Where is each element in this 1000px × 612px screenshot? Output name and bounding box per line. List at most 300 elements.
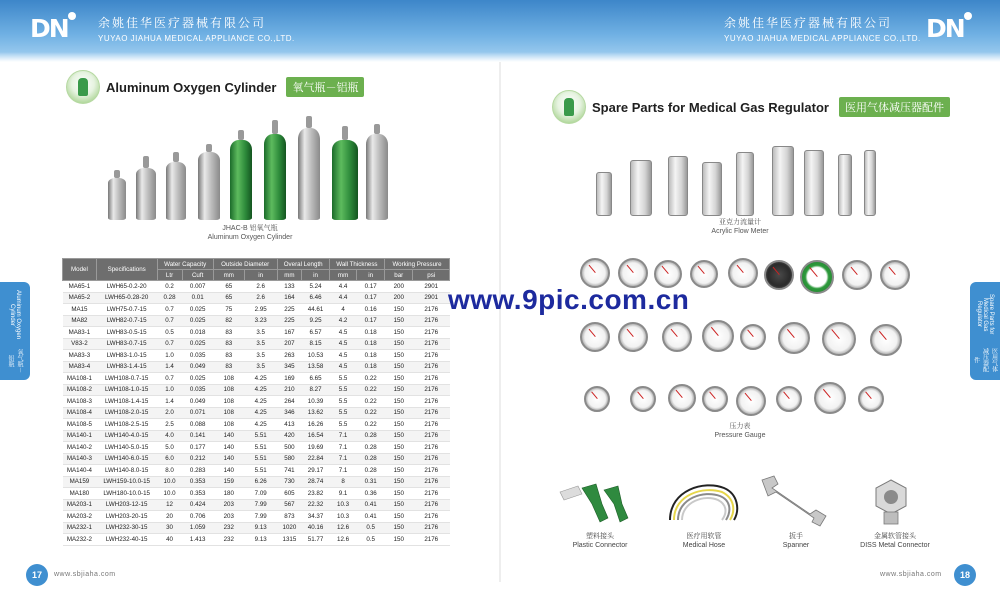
table-cell: 7.09 [244, 488, 277, 500]
table-row [63, 419, 450, 431]
table-cell: 2901 [413, 292, 450, 304]
table-cell: 6.0 [157, 453, 182, 465]
table-cell: MA15 [63, 304, 97, 316]
unit-header: mm [329, 270, 357, 281]
unit-header: bar [384, 270, 412, 281]
table-cell: 0.18 [357, 338, 385, 350]
table-cell: 1.4 [157, 396, 182, 408]
gauge-photo [578, 258, 918, 418]
table-cell: 150 [384, 407, 412, 419]
table-cell: 29.17 [302, 465, 329, 477]
table-cell: 4.25 [244, 396, 277, 408]
flowmeter-image [596, 172, 612, 216]
table-cell: 10.39 [302, 396, 329, 408]
part-label-cn: 扳手 [789, 533, 803, 540]
table-cell: 159 [213, 476, 244, 488]
table-cell: 2176 [413, 534, 450, 546]
table-cell: 4.0 [157, 430, 182, 442]
table-cell: 10.0 [157, 476, 182, 488]
table-cell: 2.5 [157, 419, 182, 431]
pressure-gauge-image [702, 386, 728, 412]
table-cell: 108 [213, 373, 244, 385]
table-cell: 210 [277, 384, 302, 396]
table-cell: 2176 [413, 476, 450, 488]
table-body [63, 281, 450, 546]
table-cell: 1.0 [157, 384, 182, 396]
cylinder-image [332, 140, 358, 220]
table-cell: 5.51 [244, 465, 277, 477]
table-cell: 2176 [413, 442, 450, 454]
table-row [63, 373, 450, 385]
table-cell: 0.22 [357, 396, 385, 408]
table-cell: 263 [277, 350, 302, 362]
table-cell: MA83-3 [63, 350, 97, 362]
pressure-gauge-image [776, 386, 802, 412]
pressure-gauge-image [728, 258, 758, 288]
table-cell: 2.95 [244, 304, 277, 316]
table-cell: 19.69 [302, 442, 329, 454]
company-logo-right: DN [926, 14, 972, 44]
pressure-gauge-image [858, 386, 884, 412]
table-cell: 0.17 [357, 315, 385, 327]
unit-header: in [357, 270, 385, 281]
valve-icon [374, 124, 380, 134]
table-cell: 1.059 [182, 522, 213, 534]
table-cell: LWH108-0.7-15 [96, 373, 157, 385]
table-cell: 2176 [413, 407, 450, 419]
table-cell: 5.5 [329, 396, 357, 408]
table-cell: MA83-1 [63, 327, 97, 339]
table-cell: 4.25 [244, 373, 277, 385]
table-row [63, 499, 450, 511]
company-name-cn: 余姚佳华医疗器械有限公司 [98, 16, 267, 30]
table-cell: 83 [213, 350, 244, 362]
table-cell: 2176 [413, 511, 450, 523]
table-cell: MA180 [63, 488, 97, 500]
spanner-image [756, 474, 836, 528]
table-cell: LWH83-1.4-15 [96, 361, 157, 373]
table-row [63, 476, 450, 488]
table-cell: LWH83-0.5-15 [96, 327, 157, 339]
table-cell: 2176 [413, 396, 450, 408]
table-cell: 150 [384, 361, 412, 373]
table-cell: 207 [277, 338, 302, 350]
table-cell: MA203-2 [63, 511, 97, 523]
flowmeter-image [838, 154, 852, 216]
table-cell: 203 [213, 499, 244, 511]
table-cell: MA159 [63, 476, 97, 488]
table-cell: 4.25 [244, 419, 277, 431]
page-spine [499, 62, 501, 582]
part-label [560, 532, 640, 550]
table-cell: 0.2 [157, 281, 182, 293]
table-cell: LWH232-40-15 [96, 534, 157, 546]
table-cell: 30 [157, 522, 182, 534]
table-cell: 150 [384, 396, 412, 408]
pressure-gauge-image [870, 324, 902, 356]
footer-url-right: www.sbjiaha.com [880, 571, 942, 578]
table-cell: 420 [277, 430, 302, 442]
table-cell: 0.22 [357, 384, 385, 396]
table-cell: 150 [384, 442, 412, 454]
table-cell: 567 [277, 499, 302, 511]
valve-icon [173, 152, 179, 162]
flowmeter-image [772, 146, 794, 216]
table-cell: 580 [277, 453, 302, 465]
part-label [664, 532, 744, 550]
valve-icon [272, 120, 278, 134]
table-cell: 140 [213, 453, 244, 465]
cylinder-image [298, 128, 320, 220]
table-cell: 0.36 [357, 488, 385, 500]
table-cell: 0.025 [182, 373, 213, 385]
table-cell: 0.424 [182, 499, 213, 511]
table-cell: 2176 [413, 522, 450, 534]
flowmeter-image [804, 150, 824, 216]
table-cell: MA65-1 [63, 281, 97, 293]
table-cell: MA108-3 [63, 396, 97, 408]
column-header: Working Pressure [384, 259, 449, 270]
unit-header: Ltr [157, 270, 182, 281]
table-cell: 0.28 [357, 430, 385, 442]
company-name [98, 14, 295, 43]
table-cell: 108 [213, 419, 244, 431]
table-cell: 0.5 [357, 534, 385, 546]
table-cell: 0.141 [182, 430, 213, 442]
plastic-connector-image [556, 478, 636, 526]
table-cell: 0.353 [182, 476, 213, 488]
left-section-title [66, 70, 364, 104]
cylinder-caption [180, 224, 320, 242]
table-cell: 225 [277, 304, 302, 316]
company-logo: DN [30, 14, 76, 44]
table-cell: 4.5 [329, 350, 357, 362]
unit-header: mm [277, 270, 302, 281]
table-cell: 4 [329, 304, 357, 316]
valve-icon [342, 126, 348, 140]
table-cell: 2176 [413, 499, 450, 511]
section-title-cn: 氧气瓶－铝瓶 [286, 77, 364, 97]
table-cell: 13.58 [302, 361, 329, 373]
table-cell: 150 [384, 488, 412, 500]
flowmeter-image [736, 152, 754, 216]
table-cell: 0.41 [357, 499, 385, 511]
column-header: Specifications [96, 259, 157, 281]
right-section-title [552, 90, 950, 124]
table-cell: 2176 [413, 350, 450, 362]
table-cell: 5.0 [157, 442, 182, 454]
caption-cn: 压力表 [729, 423, 751, 430]
table-cell: 4.2 [329, 315, 357, 327]
table-cell: 7.1 [329, 442, 357, 454]
pressure-gauge-image [822, 322, 856, 356]
pressure-gauge-image [842, 260, 872, 290]
unit-header: Cuft [182, 270, 213, 281]
table-cell: 232 [213, 534, 244, 546]
table-cell: 150 [384, 304, 412, 316]
table-cell: 2176 [413, 419, 450, 431]
pressure-gauge-image [662, 322, 692, 352]
table-cell: 0.41 [357, 511, 385, 523]
caption-cn: JHAC-B 铝氧气瓶 [222, 225, 278, 232]
metal-connector-image [866, 476, 916, 526]
pressure-gauge-image [584, 386, 610, 412]
table-cell: LWH140-5.0-15 [96, 442, 157, 454]
table-cell: 3.23 [244, 315, 277, 327]
side-tab-en: Aluminum Oxygen Cylinder [9, 290, 21, 340]
table-cell: 345 [277, 361, 302, 373]
table-row [63, 304, 450, 316]
part-label-en: Plastic Connector [572, 542, 628, 549]
page-number-right: 18 [954, 564, 976, 586]
section-title-en: Spare Parts for Medical Gas Regulator [592, 99, 829, 115]
table-cell: LWH83-1.0-15 [96, 350, 157, 362]
table-cell: 9.25 [302, 315, 329, 327]
part-label-cn: 金属软管接头 [874, 533, 916, 540]
table-cell: 2176 [413, 430, 450, 442]
part-label-en: Spanner [782, 542, 810, 549]
table-cell: 2176 [413, 488, 450, 500]
table-cell: 5.51 [244, 453, 277, 465]
table-cell: 16.26 [302, 419, 329, 431]
table-row [63, 384, 450, 396]
oxygen-cylinder-icon [66, 70, 100, 104]
pressure-gauge-image [618, 322, 648, 352]
table-cell: MA108-5 [63, 419, 97, 431]
table-cell: 2176 [413, 304, 450, 316]
table-cell: 180 [213, 488, 244, 500]
table-cell: 0.28 [357, 465, 385, 477]
table-row [63, 338, 450, 350]
table-cell: 40 [157, 534, 182, 546]
table-cell: MA140-3 [63, 453, 97, 465]
flowmeter-image [702, 162, 722, 216]
flowmeter-image [668, 156, 688, 216]
table-row [63, 396, 450, 408]
table-cell: LWH65-0.28-20 [96, 292, 157, 304]
table-cell: 9.13 [244, 534, 277, 546]
table-cell: LWH108-2.0-15 [96, 407, 157, 419]
table-cell: 0.7 [157, 315, 182, 327]
flowmeter-photo [594, 140, 894, 216]
cylinder-image [366, 134, 388, 220]
table-cell: LWH83-0.7-15 [96, 338, 157, 350]
table-cell: MA203-1 [63, 499, 97, 511]
table-row [63, 361, 450, 373]
table-cell: LWH203-12-15 [96, 499, 157, 511]
unit-header: in [302, 270, 329, 281]
table-cell: 2176 [413, 338, 450, 350]
table-cell: 2176 [413, 384, 450, 396]
table-cell: 65 [213, 281, 244, 293]
table-cell: 6.57 [302, 327, 329, 339]
table-cell: 1.0 [157, 350, 182, 362]
cylinder-image [166, 162, 186, 220]
table-cell: 16.54 [302, 430, 329, 442]
table-cell: 0.071 [182, 407, 213, 419]
table-cell: 0.035 [182, 384, 213, 396]
table-cell: 8.0 [157, 465, 182, 477]
table-cell: 4.25 [244, 407, 277, 419]
table-header-row [63, 259, 450, 270]
table-cell: 9.1 [329, 488, 357, 500]
footer-url-left: www.sbjiaha.com [54, 571, 116, 578]
table-cell: 5.5 [329, 419, 357, 431]
cylinder-image [108, 178, 126, 220]
table-cell: MA140-1 [63, 430, 97, 442]
valve-icon [114, 170, 120, 178]
unit-header: in [244, 270, 277, 281]
table-cell: LWH140-6.0-15 [96, 453, 157, 465]
pressure-gauge-image [630, 386, 656, 412]
table-cell: 0.22 [357, 373, 385, 385]
table-cell: 4.25 [244, 384, 277, 396]
caption-cn: 亚克力流量计 [719, 219, 761, 226]
table-cell: 0.025 [182, 338, 213, 350]
watermark: www.9pic.com.cn [448, 284, 690, 315]
table-cell: 3.5 [244, 350, 277, 362]
table-cell: MA108-2 [63, 384, 97, 396]
table-row [63, 442, 450, 454]
part-label [850, 532, 940, 550]
pressure-gauge-image [668, 384, 696, 412]
table-cell: 140 [213, 442, 244, 454]
table-cell: 169 [277, 373, 302, 385]
pressure-gauge-image [580, 322, 610, 352]
table-cell: 413 [277, 419, 302, 431]
table-cell: 150 [384, 373, 412, 385]
table-cell: LWH180-10.0-15 [96, 488, 157, 500]
table-cell: MA232-1 [63, 522, 97, 534]
table-cell: 150 [384, 384, 412, 396]
valve-icon [206, 144, 212, 152]
table-cell: 10.3 [329, 499, 357, 511]
table-cell: MA108-4 [63, 407, 97, 419]
side-tab-cn: 氧气瓶－铝瓶 [7, 348, 22, 373]
table-cell: 23.82 [302, 488, 329, 500]
side-tab-cn: 医用气体减压器配件 [972, 348, 997, 373]
table-cell: 83 [213, 361, 244, 373]
table-cell: 2176 [413, 327, 450, 339]
table-cell: 232 [213, 522, 244, 534]
table-cell: 0.01 [182, 292, 213, 304]
table-cell: 2176 [413, 315, 450, 327]
table-cell: 4.4 [329, 281, 357, 293]
table-cell: 203 [213, 511, 244, 523]
table-cell: LWH75-0.7-15 [96, 304, 157, 316]
company-name-right [724, 14, 921, 43]
table-cell: MA140-2 [63, 442, 97, 454]
table-cell: 200 [384, 281, 412, 293]
table-cell: 150 [384, 327, 412, 339]
table-cell: 0.353 [182, 488, 213, 500]
table-cell: LWH108-1.4-15 [96, 396, 157, 408]
table-cell: 82 [213, 315, 244, 327]
table-cell: 0.007 [182, 281, 213, 293]
table-cell: LWH140-8.0-15 [96, 465, 157, 477]
table-cell: 0.049 [182, 361, 213, 373]
table-cell: 200 [384, 292, 412, 304]
table-cell: 2176 [413, 361, 450, 373]
table-row [63, 453, 450, 465]
table-cell: 741 [277, 465, 302, 477]
table-cell: 108 [213, 396, 244, 408]
table-cell: 873 [277, 511, 302, 523]
table-cell: 150 [384, 534, 412, 546]
table-cell: 0.22 [357, 419, 385, 431]
unit-header: psi [413, 270, 450, 281]
table-cell: 150 [384, 522, 412, 534]
table-cell: 6.26 [244, 476, 277, 488]
table-cell: 34.37 [302, 511, 329, 523]
table-cell: 0.212 [182, 453, 213, 465]
side-tab-right [970, 282, 1000, 380]
table-cell: 0.18 [357, 327, 385, 339]
table-row [63, 522, 450, 534]
part-label-en: Medical Hose [682, 542, 726, 549]
table-row [63, 281, 450, 293]
pressure-gauge-image [800, 260, 834, 294]
column-header: Water Capacity [157, 259, 213, 270]
table-cell: 0.28 [157, 292, 182, 304]
table-row [63, 350, 450, 362]
table-cell: 0.28 [357, 442, 385, 454]
pressure-gauge-image [880, 260, 910, 290]
section-title-en: Aluminum Oxygen Cylinder [106, 79, 277, 95]
table-cell: 0.025 [182, 315, 213, 327]
pressure-gauge-image [736, 386, 766, 416]
table-row [63, 327, 450, 339]
table-row [63, 534, 450, 546]
table-cell: 2176 [413, 465, 450, 477]
part-label-cn: 医疗用软管 [686, 533, 722, 540]
company-name-cn: 余姚佳华医疗器械有限公司 [724, 16, 893, 30]
table-cell: LWH108-2.5-15 [96, 419, 157, 431]
table-cell: 0.049 [182, 396, 213, 408]
table-cell: 8.27 [302, 384, 329, 396]
table-cell: 0.17 [357, 292, 385, 304]
table-cell: 7.99 [244, 511, 277, 523]
pressure-gauge-image [702, 320, 734, 352]
table-cell: 6.46 [302, 292, 329, 304]
table-cell: 2176 [413, 453, 450, 465]
table-cell: 0.7 [157, 373, 182, 385]
table-cell: 0.5 [357, 522, 385, 534]
column-header: Model [63, 259, 97, 281]
table-cell: 13.62 [302, 407, 329, 419]
table-cell: 0.018 [182, 327, 213, 339]
table-cell: MA65-2 [63, 292, 97, 304]
side-tab-left [0, 282, 30, 380]
gas-regulator-icon [552, 90, 586, 124]
table-cell: 150 [384, 476, 412, 488]
table-cell: 164 [277, 292, 302, 304]
flowmeter-image [864, 150, 876, 216]
table-row [63, 488, 450, 500]
table-cell: LWH203-20-15 [96, 511, 157, 523]
table-cell: 346 [277, 407, 302, 419]
table-cell: 44.61 [302, 304, 329, 316]
table-cell: 3.5 [244, 338, 277, 350]
pressure-gauge-image [778, 322, 810, 354]
part-label [756, 532, 836, 550]
table-cell: 730 [277, 476, 302, 488]
table-cell: 0.088 [182, 419, 213, 431]
table-cell: LWH159-10.0-15 [96, 476, 157, 488]
unit-header: mm [213, 270, 244, 281]
caption-en: Pressure Gauge [714, 432, 766, 439]
table-cell: 6.65 [302, 373, 329, 385]
